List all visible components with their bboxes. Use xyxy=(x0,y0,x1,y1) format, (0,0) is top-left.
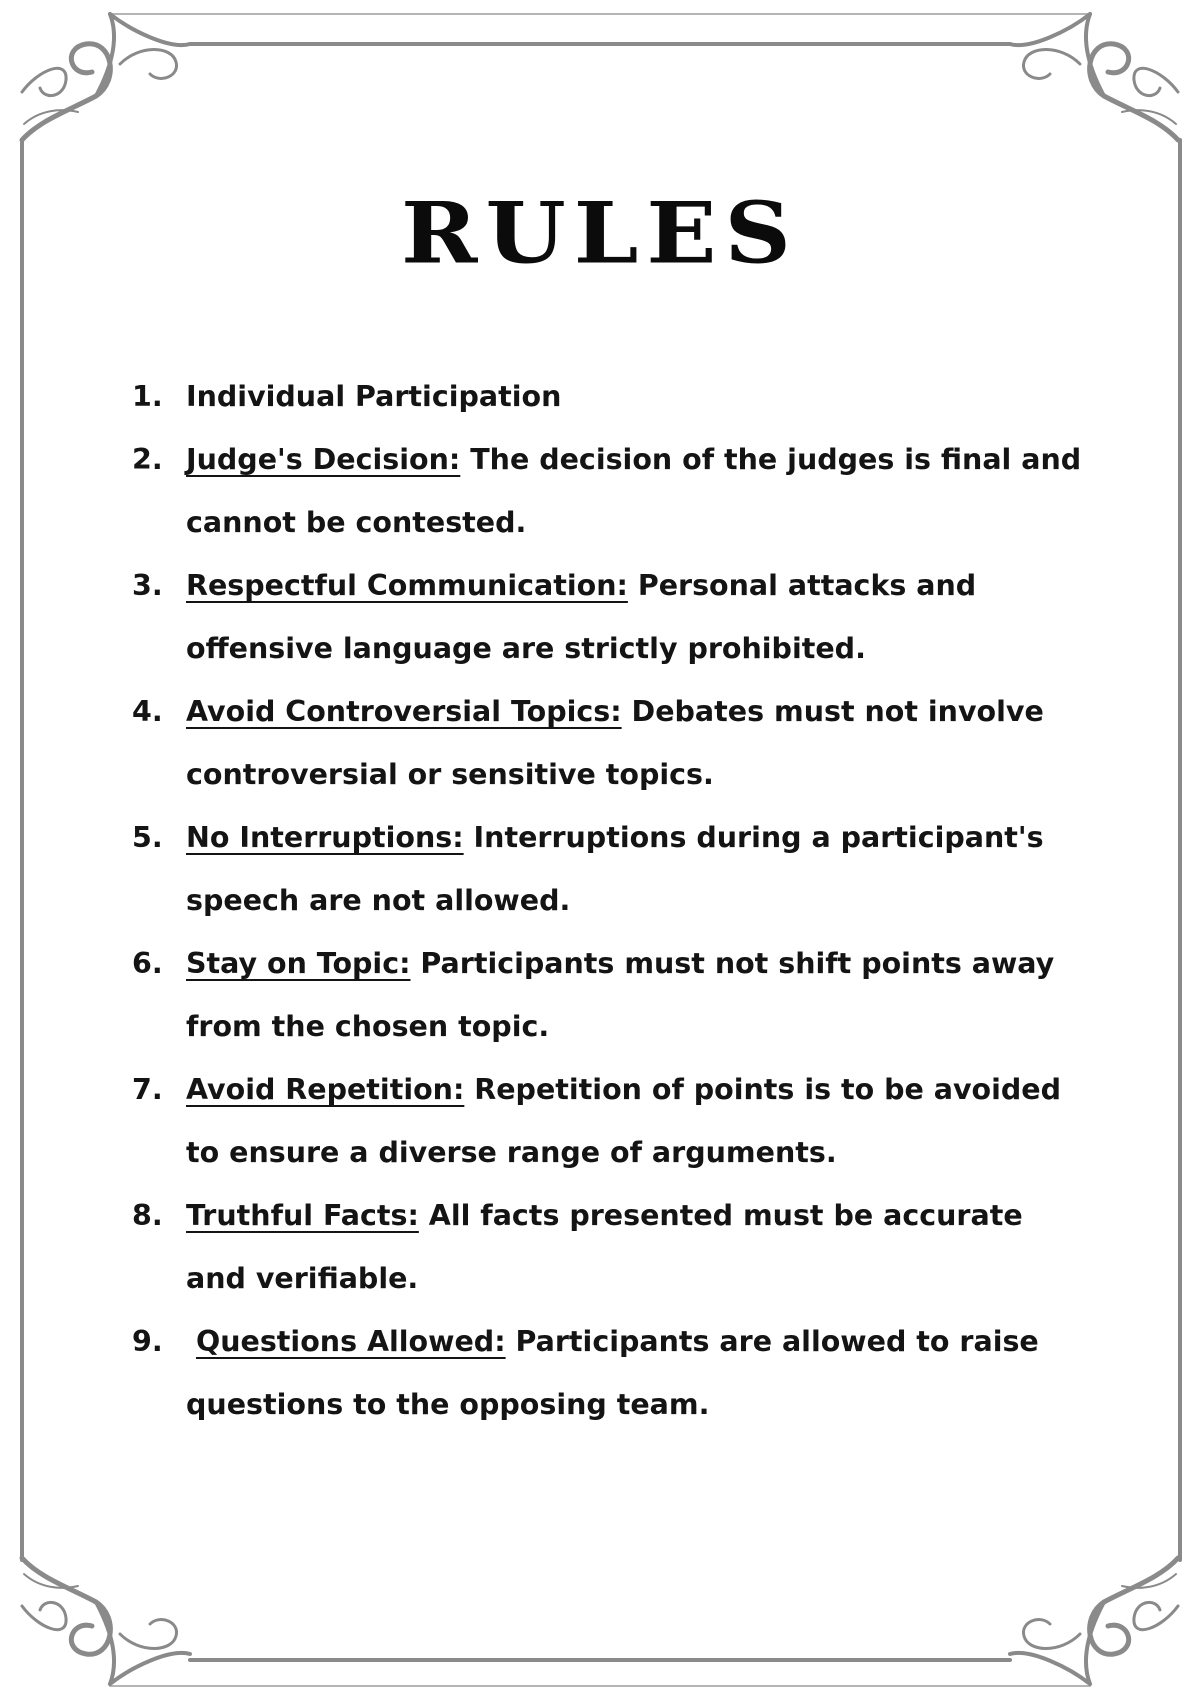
rule-text: The decision of the judges is final and cannot be contested. xyxy=(186,443,1082,539)
rule-heading: Respectful Communication: xyxy=(186,569,628,602)
rule-number: 1. xyxy=(132,380,163,413)
rules-list xyxy=(132,365,1092,1436)
corner-ornament-top-right xyxy=(1010,14,1178,140)
rule-heading: Truthful Facts: xyxy=(186,1199,419,1232)
rule-heading: Stay on Topic: xyxy=(186,947,411,980)
rule-number: 8. xyxy=(132,1199,163,1232)
rule-item xyxy=(132,1310,1092,1436)
rule-number: 6. xyxy=(132,947,163,980)
rule-number: 2. xyxy=(132,443,163,476)
rule-number: 5. xyxy=(132,821,163,854)
rule-number: 4. xyxy=(132,695,163,728)
rule-item xyxy=(132,932,1092,1058)
rule-text: Repetition of points is to be avoided to ensure a diverse range of arguments. xyxy=(186,1073,1062,1169)
rule-heading: No Interruptions: xyxy=(186,821,464,854)
rule-item xyxy=(132,1058,1092,1184)
rule-item xyxy=(132,365,1092,428)
rule-text: Personal attacks and offensive language are strictly prohibited. xyxy=(186,569,977,665)
rule-text: All facts presented must be accurate and verifiable. xyxy=(186,1199,1023,1295)
rule-item xyxy=(132,554,1092,680)
rule-number: 3. xyxy=(132,569,163,602)
corner-ornament-bottom-right xyxy=(1010,1558,1178,1684)
rule-item xyxy=(132,1184,1092,1310)
rule-text: Debates must not involve controversial or sensitive topics. xyxy=(186,695,1044,791)
corner-ornament-bottom-left xyxy=(22,1558,190,1684)
corner-ornament-top-left xyxy=(22,14,190,140)
rule-heading: Judge's Decision: xyxy=(186,443,461,476)
rule-number: 7. xyxy=(132,1073,163,1106)
rule-item xyxy=(132,680,1092,806)
rule-item xyxy=(132,428,1092,554)
rule-heading: Avoid Repetition: xyxy=(186,1073,465,1106)
rule-text: Interruptions during a participant's speech are not allowed. xyxy=(186,821,1044,917)
rule-text: Participants are allowed to raise questions to the opposing team. xyxy=(186,1325,1039,1421)
rule-heading: Avoid Controversial Topics: xyxy=(186,695,622,728)
rule-heading: Questions Allowed: xyxy=(196,1325,506,1358)
rule-item xyxy=(132,806,1092,932)
rule-text: Participants must not shift points away from the chosen topic. xyxy=(186,947,1055,1043)
rule-number: 9. xyxy=(132,1325,163,1358)
rule-text: Individual Participation xyxy=(186,380,562,413)
page-title: RULES xyxy=(401,183,799,283)
